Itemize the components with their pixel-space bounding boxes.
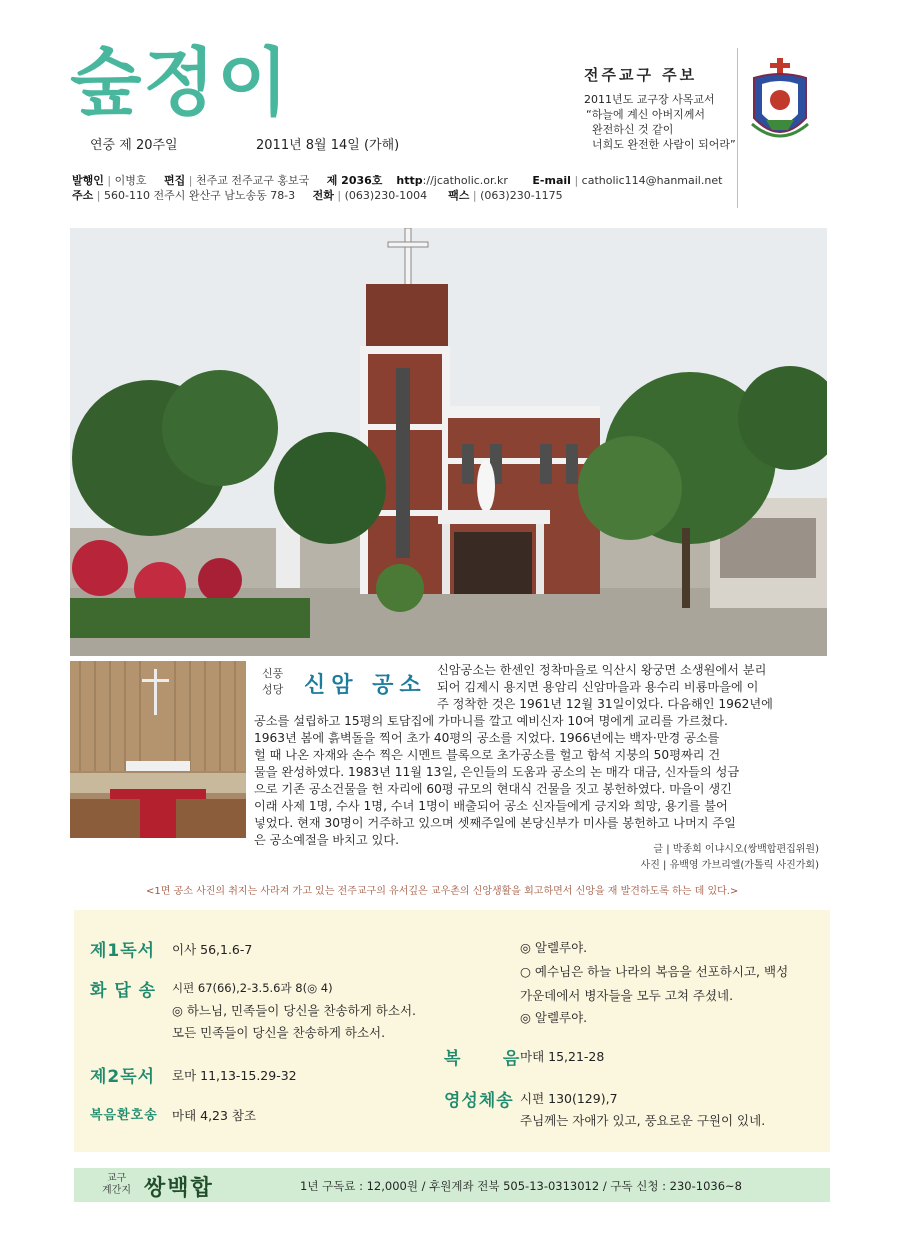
weekly-label: 전주교구 주보: [584, 66, 698, 84]
alleluia: ◎ 알렐루야.: [520, 1010, 588, 1025]
magazine-logo: 쌍백합: [144, 1176, 214, 1201]
footer-banner: [74, 1168, 830, 1202]
feature-text-line: 헐 때 나온 자재와 손수 찍은 시멘트 블록으로 초가공소를 헐고 함석 지붕의 50평짜리 건: [254, 748, 721, 762]
psalm-response: 모든 민족들이 당신을 찬송하게 하소서.: [172, 1025, 386, 1040]
mission-name: 신암 공소: [304, 673, 427, 698]
feature-text-line: 이래 사제 1명, 수사 1명, 수녀 1명이 배출되어 공소 신자들에게 긍지와 희망, 용기를 불어: [254, 799, 728, 813]
writer-credit: 글 | 박종희 이냐시오(쌍백합편집위원): [653, 844, 819, 855]
phone-label: 전화: [312, 189, 334, 202]
masthead-title: 숲정이: [70, 40, 291, 126]
footer-small-label: [102, 1173, 131, 1197]
fax-label: 팩스: [448, 189, 470, 202]
feature-notice: <1면 공소 사진의 취지는 사라져 가고 있는 전주교구의 유서깊은 교우촌의 신앙생활을 회고하면서 신앙을 재 발견하도록 하는 데 있다.>: [146, 886, 739, 897]
footer-small-bottom: 계간지: [102, 1185, 131, 1196]
second-reading-label: 제2독서: [90, 1067, 156, 1087]
parish-caption-top: 신풍: [262, 667, 284, 680]
email-label: E-mail: [532, 174, 571, 187]
issue-number: 제 2036호: [326, 174, 383, 187]
communion-text: 주님께는 자애가 있고, 풍요로운 구원이 있네.: [520, 1113, 766, 1128]
first-reading-ref: 이사 56,1.6-7: [172, 942, 253, 957]
address-value: 560-110 전주시 완산구 남노송동 78-3: [103, 189, 296, 202]
email-value[interactable]: catholic114@hanmail.net: [581, 174, 723, 187]
psalm-response: ◎ 하느님, 민족들이 당신을 찬송하게 하소서.: [172, 1003, 416, 1018]
gospel-label: 복 음: [444, 1049, 521, 1069]
separator: |: [574, 174, 579, 187]
psalm-ref: 시편 67(66),2-3.5.6과 8(◎ 4): [172, 981, 333, 995]
first-reading-label: 제1독서: [90, 941, 156, 961]
pastoral-motto: [584, 92, 734, 152]
second-reading-ref: 로마 11,13-15.29-32: [172, 1068, 297, 1083]
subscription-info: 1년 구독료 : 12,000원 / 후원계좌 전북 505-13-0313012 / 구독 신청 : 230-1036~8: [300, 1179, 742, 1193]
psalm-label: 화 답 송: [90, 981, 157, 1001]
fax-value: (063)230-1175: [480, 189, 563, 202]
separator: |: [188, 174, 193, 187]
header-divider: [737, 48, 738, 208]
publisher-value: 이병호: [114, 174, 147, 187]
gospel-ref: 마태 15,21-28: [520, 1049, 605, 1064]
feature-text-line: 물을 완성하였다. 1983년 11월 13일, 은인들의 도움과 공소의 논 매각 대금, 신자들의 성금: [254, 765, 740, 779]
editor-label: 편집: [163, 174, 186, 187]
motto-line: 완전하신 것 같이: [592, 123, 674, 136]
editor-value: 천주교 전주교구 홍보국: [195, 174, 310, 187]
feature-text-line: 공소를 설립하고 15평의 토담집에 가마니를 깔고 예비신자 10여 명에게 교리를 가르쳤다.: [254, 714, 728, 728]
photo-credit: 사진 | 유백영 가브리엘(가톨릭 사진가회): [640, 860, 819, 871]
separator: |: [337, 189, 342, 202]
diocese-emblem-icon: [748, 58, 812, 150]
phone-value: (063)230-1004: [344, 189, 428, 202]
motto-line: “하늘에 계신 아버지께서: [586, 108, 705, 121]
motto-line: 2011년도 교구장 사목교서: [584, 93, 715, 106]
feature-text-line: 주 정착한 것은 1961년 12월 31일이었다. 다음해인 1962년에: [437, 697, 773, 711]
parish-caption: [262, 666, 283, 698]
http-label: http: [396, 174, 423, 187]
communion-label: 영성체송: [444, 1091, 514, 1111]
verse-line: ○ 예수님은 하늘 나라의 복음을 선포하시고, 백성: [520, 964, 789, 979]
feature-text-line: 1963년 봄에 흙벽돌을 찍어 초가 40평의 공소를 지었다. 1966년에는 백자·만경 공소를: [254, 731, 720, 745]
feature-text-line: 으로 기존 공소건물을 헌 자리에 60평 규모의 현대식 건물을 짓고 봉헌하였다. 마을이 생긴: [254, 782, 732, 796]
parish-caption-bottom: 성당: [262, 683, 284, 696]
acclamation-ref: 마태 4,23 참조: [172, 1108, 257, 1123]
footer-small-top: 교구: [106, 1173, 127, 1184]
address-label: 주소: [72, 189, 94, 202]
feature-text-line: 은 공소예절을 바치고 있다.: [254, 833, 400, 847]
http-value[interactable]: ://jcatholic.or.kr: [422, 174, 508, 187]
separator: |: [472, 189, 477, 202]
issue-date: 2011년 8월 14일 (가해): [256, 138, 400, 153]
motto-line: 너희도 완전한 사람이 되어라”: [592, 138, 736, 151]
publisher-info-row-1: [72, 172, 722, 188]
readings-box: [74, 910, 830, 1152]
church-photo: [70, 228, 827, 656]
communion-ref: 시편 130(129),7: [520, 1091, 618, 1106]
feature-text-line: 넣었다. 현재 30명이 거주하고 있으며 셋째주일에 본당신부가 미사를 봉헌하고 나머지 주일: [254, 816, 736, 830]
issue-label: 연중 제 20주일: [90, 138, 178, 153]
feature-text-line: 신암공소는 한센인 정착마을로 익산시 왕궁면 소생원에서 분리: [437, 663, 767, 677]
verse-line: 가운데에서 병자들을 모두 고쳐 주셨네.: [520, 988, 734, 1003]
publisher-info-row-2: [72, 187, 563, 203]
separator: |: [96, 189, 101, 202]
interior-photo: [70, 661, 246, 838]
publisher-label: 발행인: [72, 174, 104, 187]
feature-text-line: 되어 김제시 용지면 용암리 신암마을과 용수리 비룡마을에 이: [437, 680, 759, 694]
alleluia: ◎ 알렐루야.: [520, 940, 588, 955]
acclamation-label: 복음환호송: [90, 1108, 158, 1123]
separator: |: [107, 174, 112, 187]
